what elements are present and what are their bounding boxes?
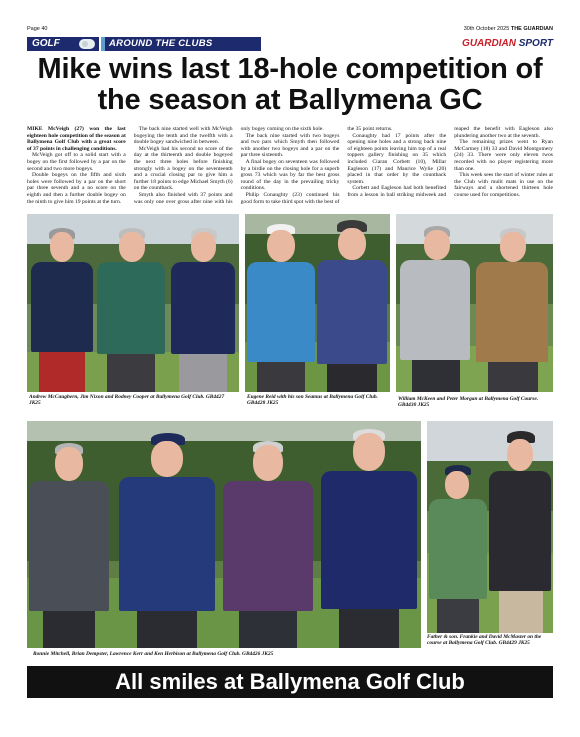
article-paragraph: McVeigh had his second no score of the day at the thirteenth and double bogeyed the next three holes before finishing strongly with a bogey on the seventeenth and a crucial closing par to give him a further 18 points to edge Michael Smyth (6) on the countback. bbox=[133, 145, 233, 192]
photo-mccaughern-nixon-cooper bbox=[27, 214, 239, 392]
article-paragraph: Double bogeys on the fifth and sixth holes were followed by a par on the short par three seventh and a no score on the eighth and then a further double bogey on the ninth to give him 19 points at the turn. bbox=[27, 172, 126, 205]
article-body bbox=[27, 126, 553, 210]
publication-name: THE GUARDIAN bbox=[510, 26, 553, 32]
golf-ball-icon bbox=[79, 39, 95, 49]
article-lead-bold: MIKE McVeigh (27) won the last eighteen hole competition of the season at Ballymena Golf Club with a great score of 37 points in challenging conditions. bbox=[27, 126, 126, 152]
article-paragraph: The back nine started with two bogeys and two pars which Smyth then followed with another two bogeys and a par on the par three sixteenth. bbox=[240, 132, 340, 159]
article-paragraph: Philip Conaughty (23) continued his good form to take third spot with the best of the 35 point returns. bbox=[240, 126, 393, 205]
date-text: 30th October 2025 bbox=[463, 26, 510, 32]
caption-photo1: Andrew McCaughern, Jim Nixon and Rodney Cooper at Ballymena Golf Club. GB4427 JK25 bbox=[29, 394, 225, 407]
page-number: Page 40 bbox=[27, 26, 48, 32]
photo-reid-father-son bbox=[245, 214, 390, 392]
around-the-clubs-tag: AROUND THE CLUBS bbox=[101, 37, 261, 51]
photo-mitchell-dempster-kerr-herbison bbox=[27, 421, 421, 648]
golf-section-tag bbox=[27, 37, 99, 51]
article-paragraph: Smyth also finished with 37 points and was only one over gross after nine with his only bogey coming on the sixth hole. bbox=[133, 126, 324, 205]
photo-mcmaster-father-son bbox=[427, 421, 553, 633]
golf-label: GOLF bbox=[32, 38, 60, 49]
caption-photo2: Eugene Reid with his son Seamus at Ballymena Golf Club. GB4428 JK25 bbox=[247, 394, 378, 407]
issue-date bbox=[464, 26, 553, 32]
brand-guardian: GUARDIAN bbox=[462, 38, 516, 49]
photo-mckeen-morgan bbox=[396, 214, 553, 392]
brand-sport: SPORT bbox=[518, 38, 553, 49]
bottom-banner: All smiles at Ballymena Golf Club bbox=[27, 666, 553, 698]
article-paragraph: The back nine started well with McVeigh bogeying the tenth and the twelfth with a double bogey sandwiched in between. bbox=[133, 126, 233, 146]
page-header-line bbox=[27, 24, 553, 36]
article-paragraph: The remaining prizes went to Ryan McCartney (18) 33 and David Montgomery (24) 33. There were only eleven twos recorded with no player registering more than one. bbox=[454, 139, 553, 172]
article-paragraph: McVeigh got off to a solid start with a bogey on the first followed by a par on the second and two more bogeys. bbox=[27, 152, 126, 172]
guardian-sport-logo bbox=[462, 37, 553, 51]
section-bar bbox=[27, 37, 553, 51]
article-paragraph: Conaughty had 17 points after the opening nine holes and a strong back nine of eighteen points leaving him top of a real toppers gallery finishing on 35 which included Ciaran Corbett (10), Millar Eagleson (17) and Maurice Wylie (20) placed in that order by the countback system. bbox=[347, 132, 447, 185]
article-paragraph: Corbett and Eagleson had both benefited from a lesson in ball striking midweek and reaped the benefit with Eagleson also plundering another two at the seventh. bbox=[347, 126, 553, 198]
article-paragraph: A final bogey on seventeen was followed by a birdie on the closing hole for a superb gross 73 which was by far the best gross round of the day in the prevailing tricky conditions. bbox=[240, 158, 340, 192]
caption-photo5: Father & son. Frankie and David McMaster on the course at Ballymena Golf Club. GB4429 JK25 bbox=[427, 634, 542, 647]
article-paragraph: This week sees the start of winter rules at the Club with mulit mats in use on the fairways and a shortened thirteen hole course used for competitions. bbox=[454, 172, 553, 198]
caption-photo3: William McKeen and Peter Morgan at Ballymena Golf Course. GB4430 JK25 bbox=[398, 396, 539, 409]
article-lead bbox=[27, 126, 126, 152]
caption-photo4: Ronnie Mitchell, Brian Dempster, Lawrence Kerr and Ken Herbison at Ballymena Golf Club. GB4426 JK25 bbox=[33, 651, 274, 657]
headline: Mike wins last 18-hole competition of the season at Ballymena GC bbox=[37, 53, 543, 116]
